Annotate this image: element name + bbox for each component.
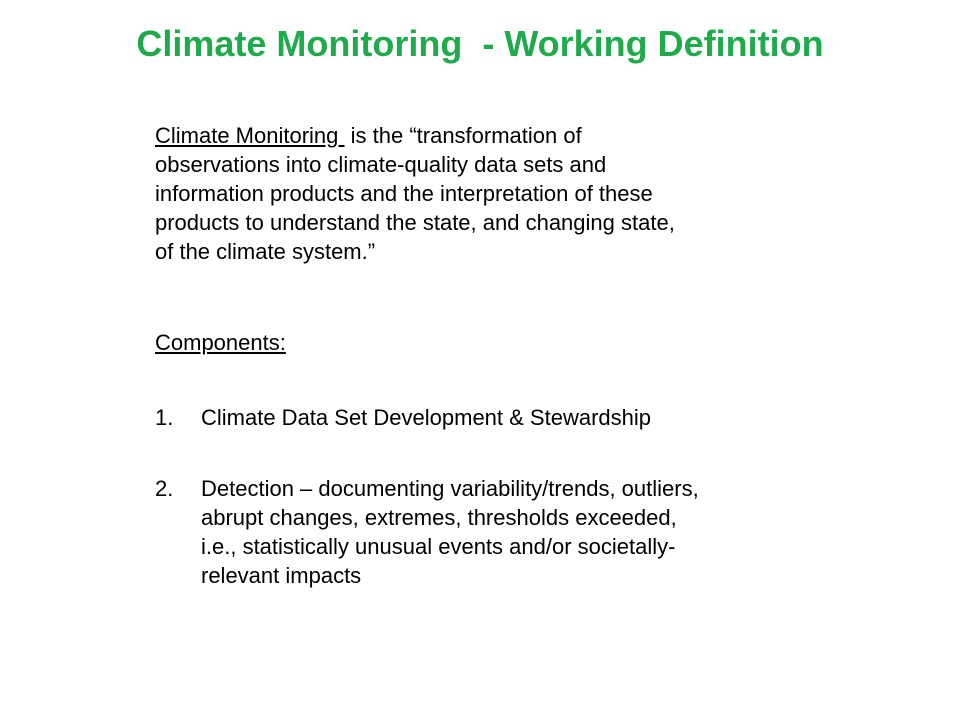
definition-paragraph	[155, 121, 815, 266]
components-heading: Components:	[155, 330, 286, 355]
component-text	[201, 474, 841, 590]
component-line: Detection – documenting variability/trends, outliers,	[201, 476, 699, 501]
component-line: relevant impacts	[201, 563, 362, 588]
component-text	[201, 403, 841, 432]
definition-line: information products and the interpretation of these	[155, 181, 653, 206]
definition-line: products to understand the state, and changing state,	[155, 210, 675, 235]
definition-text: is the “transformation of	[344, 123, 582, 148]
component-line: Climate Data Set Development & Stewardship	[201, 405, 651, 430]
definition-line: of the climate system.”	[155, 239, 376, 264]
definition-line	[155, 121, 815, 150]
component-line: abrupt changes, extremes, thresholds exceeded,	[201, 505, 677, 530]
component-line: i.e., statistically unusual events and/or societally-	[201, 534, 676, 559]
definition-term: Climate Monitoring	[155, 123, 345, 148]
component-number: 1.	[155, 405, 174, 430]
slide-title: Climate Monitoring - Working Definition	[136, 23, 824, 64]
definition-line: observations into climate-quality data sets and	[155, 152, 607, 177]
component-number: 2.	[155, 476, 174, 501]
